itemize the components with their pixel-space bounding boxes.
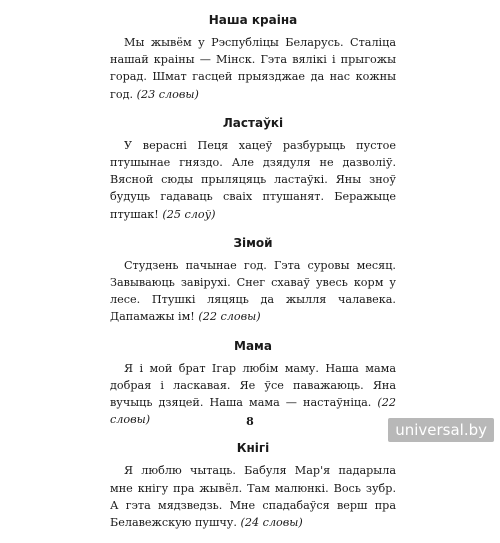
section-paragraph [110,462,396,531]
word-count: (22 словы) [110,396,396,427]
watermark: universal.by [388,418,494,442]
paragraph-text: Студзень пачынае год. Гэта суровы месяц. Завываюць завірухі. Снег схаваў увесь корм у лесе. Птушкі ляцяць да жылля чалавека. Дапамажы ім! [110,258,396,324]
page-content [110,12,396,543]
section-title: Кнігі [236,441,270,456]
paragraph-text: Я і мой брат Ігар любім маму. Наша мама добрая і ласкавая. Яе ўсе паважаюць. Яна вучыць дзяцей. Наша мама — настаўніца. [110,361,396,410]
word-count: (24 словы) [240,516,303,530]
section-paragraph [110,257,396,326]
section-knigi [110,440,396,531]
section-paragraph [110,34,396,103]
page-number: 8 [246,415,254,428]
word-count: (25 слоў) [162,207,216,221]
section-lastauki [110,115,396,223]
paragraph-text: Я люблю чытаць. Бабуля Мар'я падарыла мне кнігу пра жывёл. Там малюнкі. Вось зубр. А гэта мядзведзь. Мне спадабаўся верш пра Белавежскую пушчу. [110,464,396,530]
section-title: Зімой [233,235,273,250]
word-count: (22 словы) [198,310,261,324]
section-paragraph [110,137,396,223]
paragraph-text: У верасні Пеця хацеў разбурыць пустое птушынае гняздо. Але дзядуля не дазволіў. Вясной сюды прыляцяць ластаўкі. Яны зноў будуць гадаваць сваіх птушанят. Беражыце птушак! [110,138,396,221]
section-title: Наша краіна [208,13,298,27]
section-title: Мама [234,338,272,353]
word-count: (23 словы) [136,87,199,101]
paragraph-text: Мы жывём у Рэспубліцы Беларусь. Сталіца нашай краіны — Мінск. Гэта вялікі і прыгожы горад. Шмат гасцей прыязджае да нас кожны год. [110,36,396,101]
section-nasha-kraina [110,12,396,103]
section-zimoi [110,235,396,326]
section-title: Ластаўкі [222,115,284,130]
